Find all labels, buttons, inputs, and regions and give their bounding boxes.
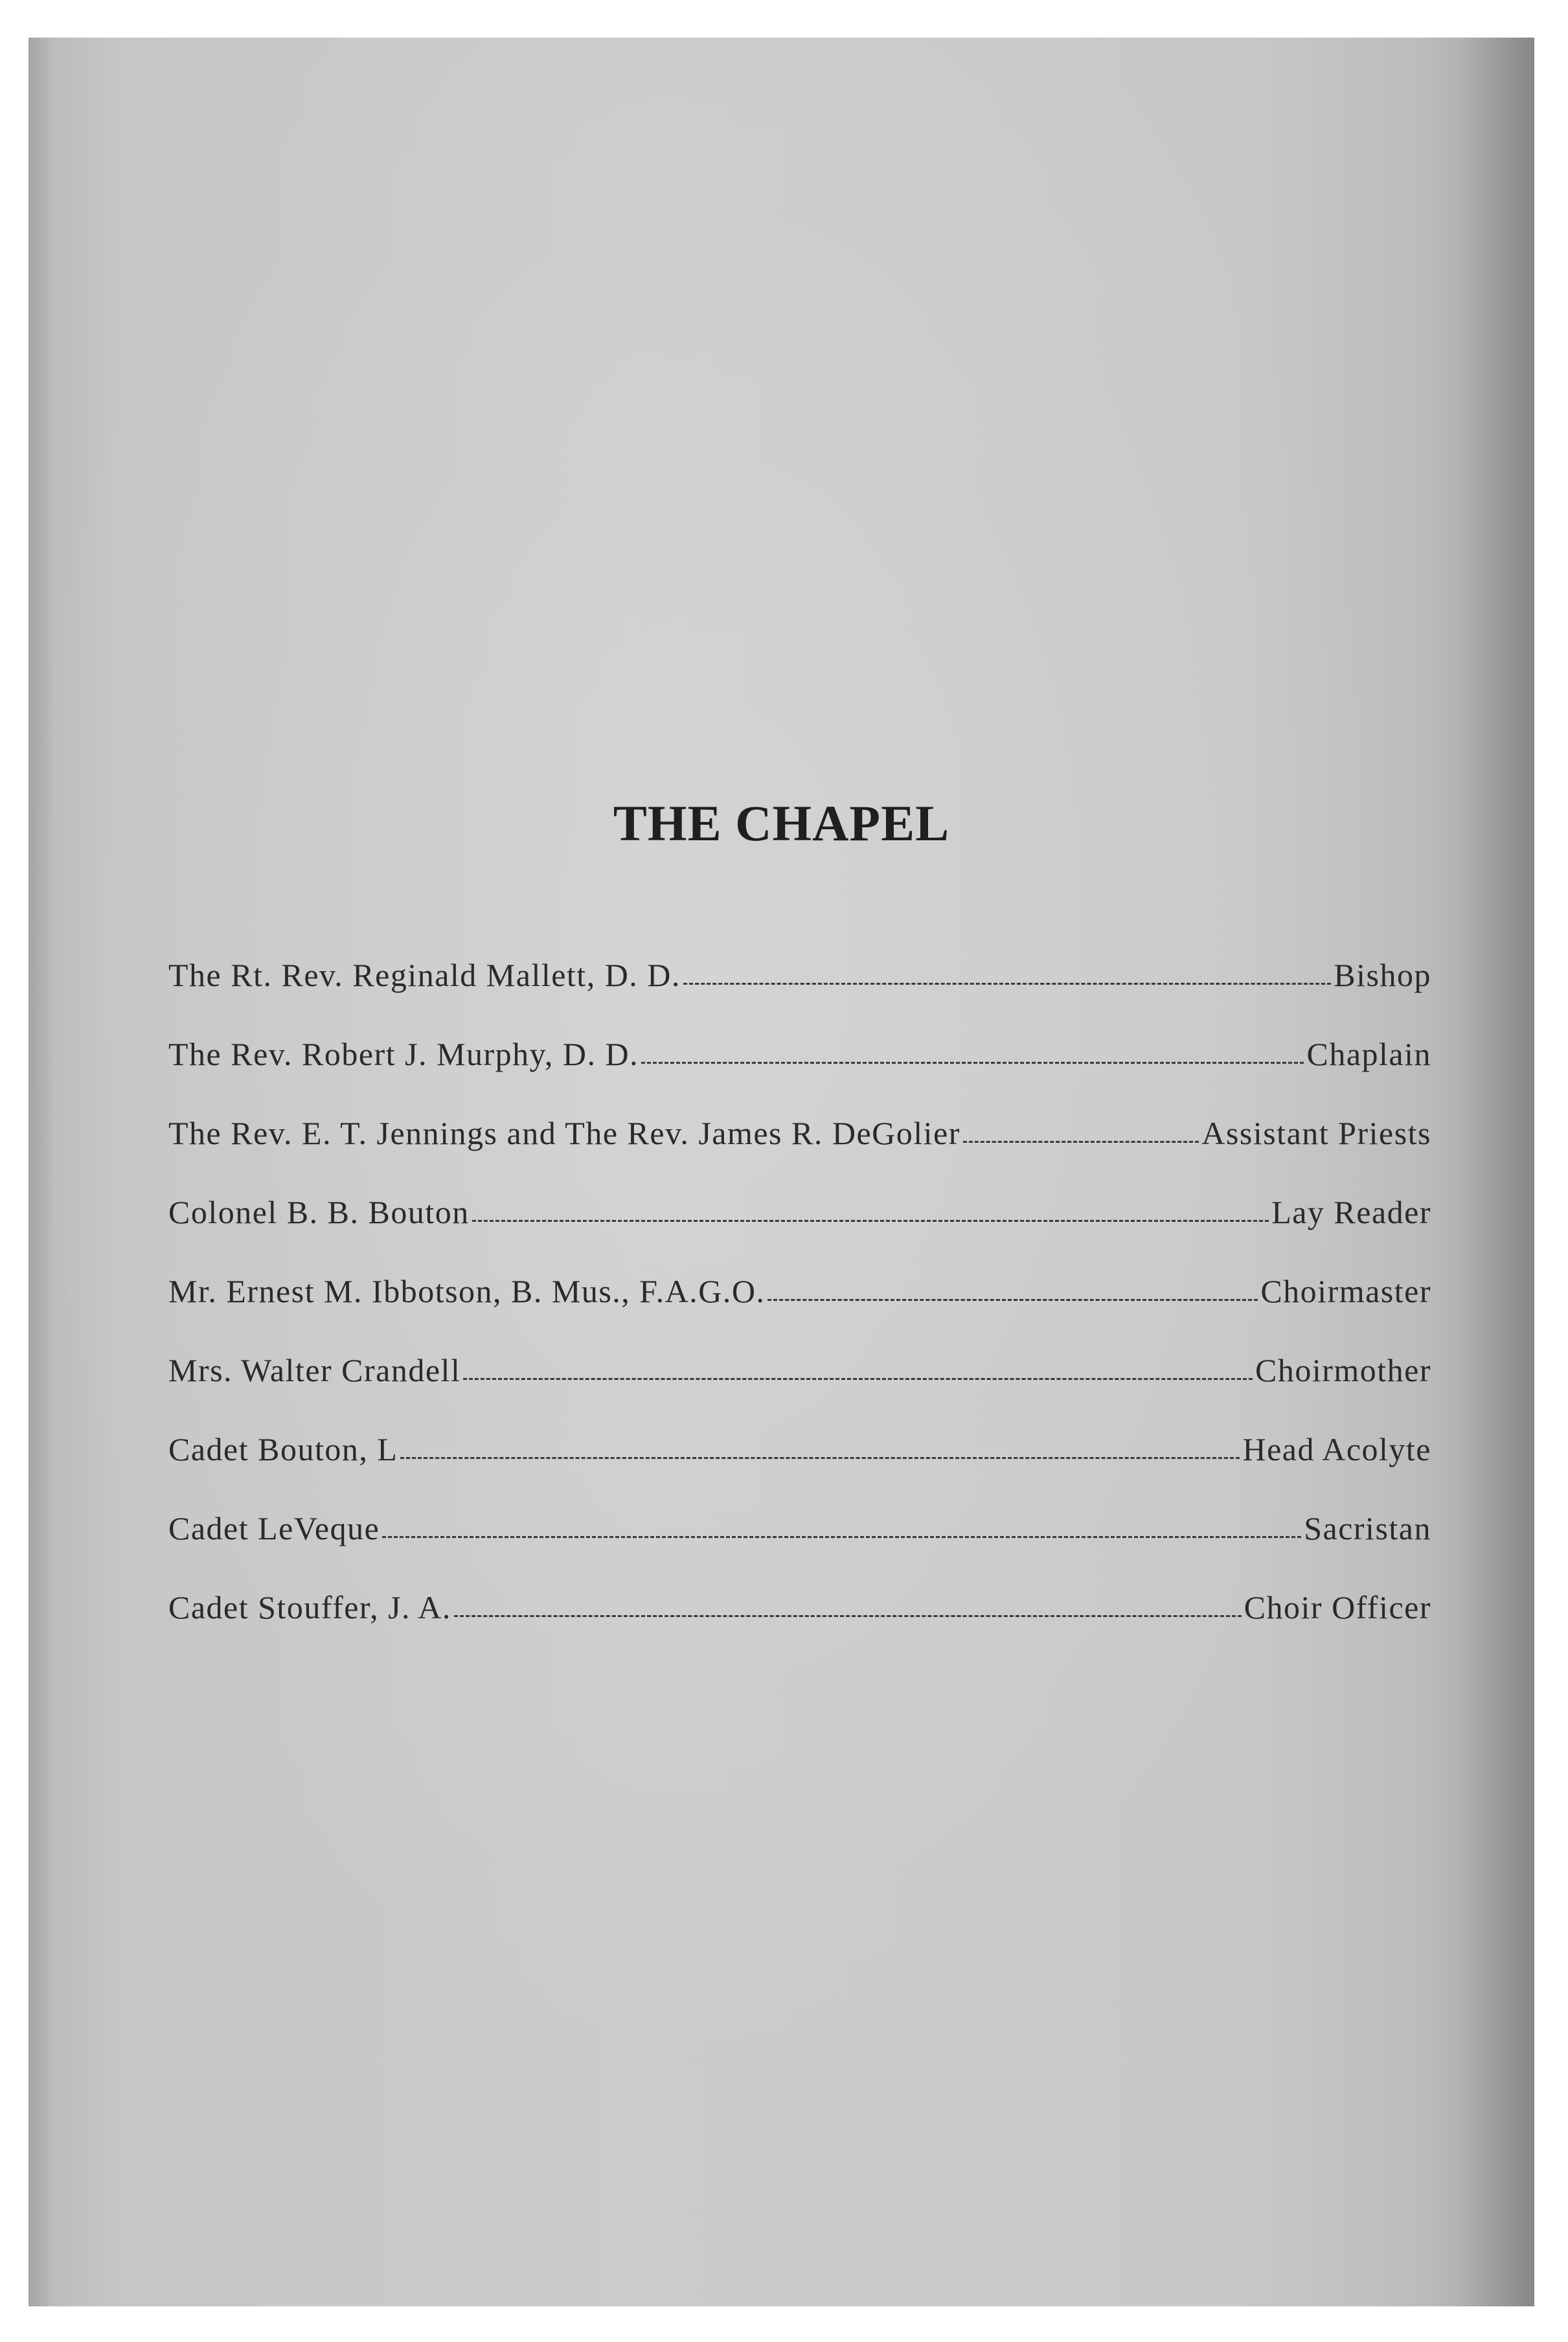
roster-row [168, 1351, 1431, 1430]
roster-row [168, 1035, 1431, 1114]
page [28, 38, 1534, 2306]
dotted-leader [472, 1220, 1269, 1222]
roster-role: Assistant Priests [1201, 1115, 1431, 1151]
roster-name: Mrs. Walter Crandell [168, 1352, 461, 1388]
roster-row [168, 1510, 1431, 1589]
roster-role: Choir Officer [1244, 1589, 1431, 1625]
dotted-leader [963, 1141, 1199, 1143]
dotted-leader [767, 1299, 1258, 1301]
roster-role: Sacristan [1304, 1510, 1431, 1546]
dotted-leader [683, 983, 1331, 985]
roster-name: Mr. Ernest M. Ibbotson, B. Mus., F.A.G.O. [168, 1273, 766, 1309]
roster-row [168, 1193, 1431, 1272]
dotted-leader [641, 1062, 1304, 1064]
page-title: THE CHAPEL [613, 795, 950, 851]
roster-role: Chaplain [1306, 1036, 1431, 1072]
roster-role: Bishop [1334, 957, 1431, 993]
dotted-leader [400, 1457, 1240, 1459]
page-edge-shadow-right [1457, 38, 1534, 2306]
roster-row [168, 1589, 1431, 1668]
roster-row [168, 1272, 1431, 1351]
roster-row [168, 1114, 1431, 1193]
roster-name: Cadet Bouton, L [168, 1431, 398, 1467]
roster-name: The Rt. Rev. Reginald Mallett, D. D. [168, 957, 681, 993]
roster-row [168, 1430, 1431, 1510]
roster-row [168, 956, 1431, 1035]
chapel-roster [168, 956, 1431, 1668]
roster-role: Choirmother [1255, 1352, 1431, 1388]
dotted-leader [382, 1536, 1301, 1538]
dotted-leader [463, 1378, 1253, 1380]
roster-name: Colonel B. B. Bouton [168, 1194, 470, 1230]
roster-role: Lay Reader [1271, 1194, 1431, 1230]
roster-name: The Rev. Robert J. Murphy, D. D. [168, 1036, 639, 1072]
page-edge-shadow-left [28, 38, 54, 2306]
roster-name: Cadet LeVeque [168, 1510, 380, 1546]
roster-name: The Rev. E. T. Jennings and The Rev. James R. DeGolier [168, 1115, 960, 1151]
roster-role: Choirmaster [1260, 1273, 1431, 1309]
roster-name: Cadet Stouffer, J. A. [168, 1589, 451, 1625]
dotted-leader [454, 1615, 1242, 1617]
roster-role: Head Acolyte [1242, 1431, 1431, 1467]
